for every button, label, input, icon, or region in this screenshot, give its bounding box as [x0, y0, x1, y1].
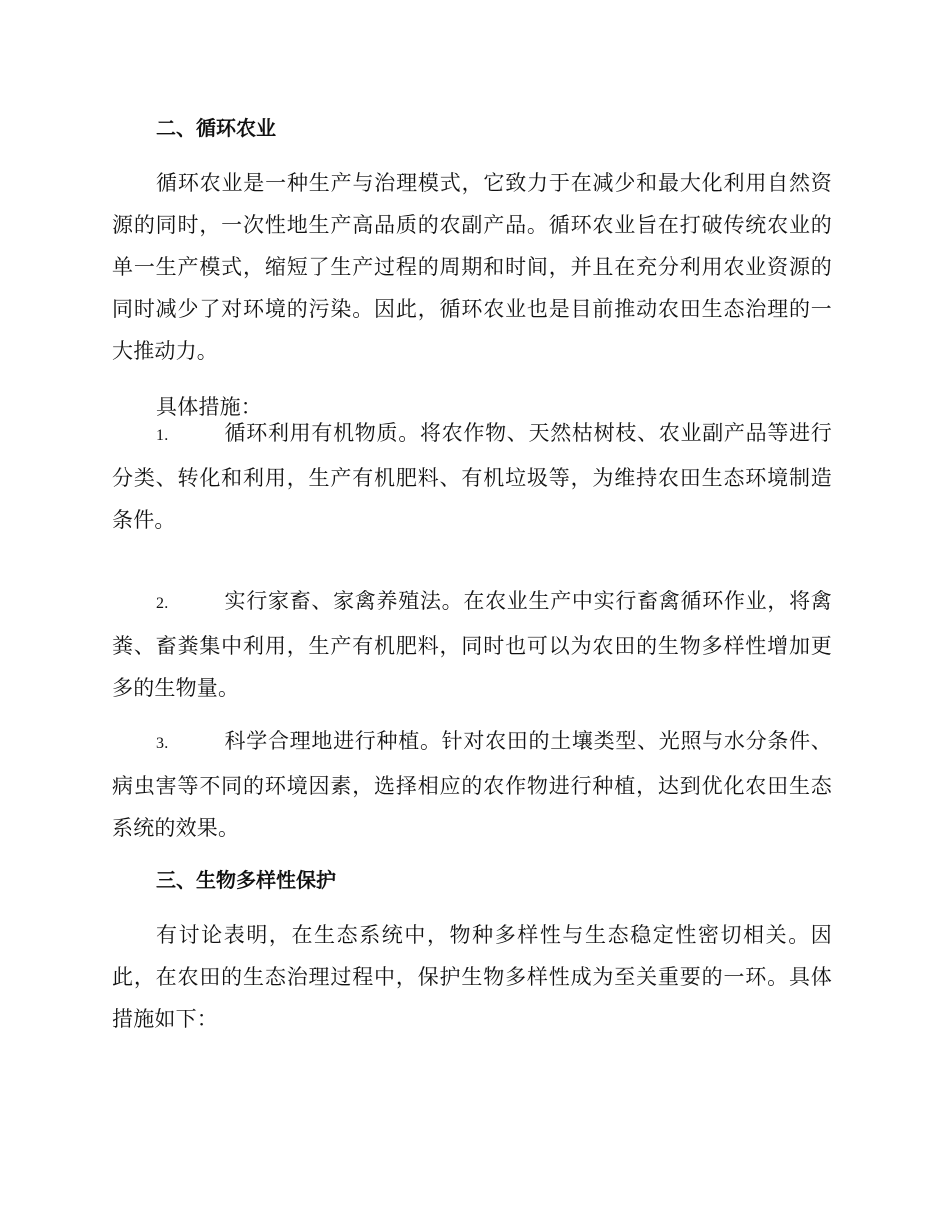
paragraph-circular-agriculture-intro: 循环农业是一种生产与治理模式，它致力于在减少和最大化利用自然资源的同时，一次性地生产高品质的农副产品。循环农业旨在打破传统农业的单一生产模式，缩短了生产过程的周期和时间，并且在充分利用农业资源的同时减少了对环境的污染。因此，循环农业也是目前推动农田生态治理的一大推动力。	[112, 171, 832, 363]
list-item-text: 实行家畜、家禽养殖法。在农业生产中实行畜禽循环作业，将禽粪、畜粪集中利用，生产有机肥料，同时也可以为农田的生物多样性增加更多的生物量。	[112, 589, 832, 700]
section-heading-circular-agriculture: 二、循环农业	[156, 116, 276, 140]
section-heading-biodiversity-protection: 三、生物多样性保护	[156, 868, 336, 892]
paragraph-measures-label: 具体措施：	[156, 395, 262, 419]
list-item-number: 1.	[156, 427, 169, 444]
paragraph-biodiversity-intro: 有讨论表明，在生态系统中，物种多样性与生态稳定性密切相关。因此，在农田的生态治理过程中，保护生物多样性成为至关重要的一环。具体措施如下：	[112, 923, 832, 1031]
list-item	[112, 412, 832, 541]
list-item-number: 2.	[156, 595, 169, 612]
list-item	[112, 580, 832, 709]
list-item-number: 3.	[156, 735, 169, 752]
list-item-text: 循环利用有机物质。将农作物、天然枯树枝、农业副产品等进行分类、转化和利用，生产有机肥料、有机垃圾等，为维持农田生态环境制造条件。	[112, 421, 832, 532]
list-item-text: 科学合理地进行种植。针对农田的土壤类型、光照与水分条件、病虫害等不同的环境因素，选择相应的农作物进行种植，达到优化农田生态系统的效果。	[112, 729, 832, 840]
list-item	[112, 720, 832, 849]
